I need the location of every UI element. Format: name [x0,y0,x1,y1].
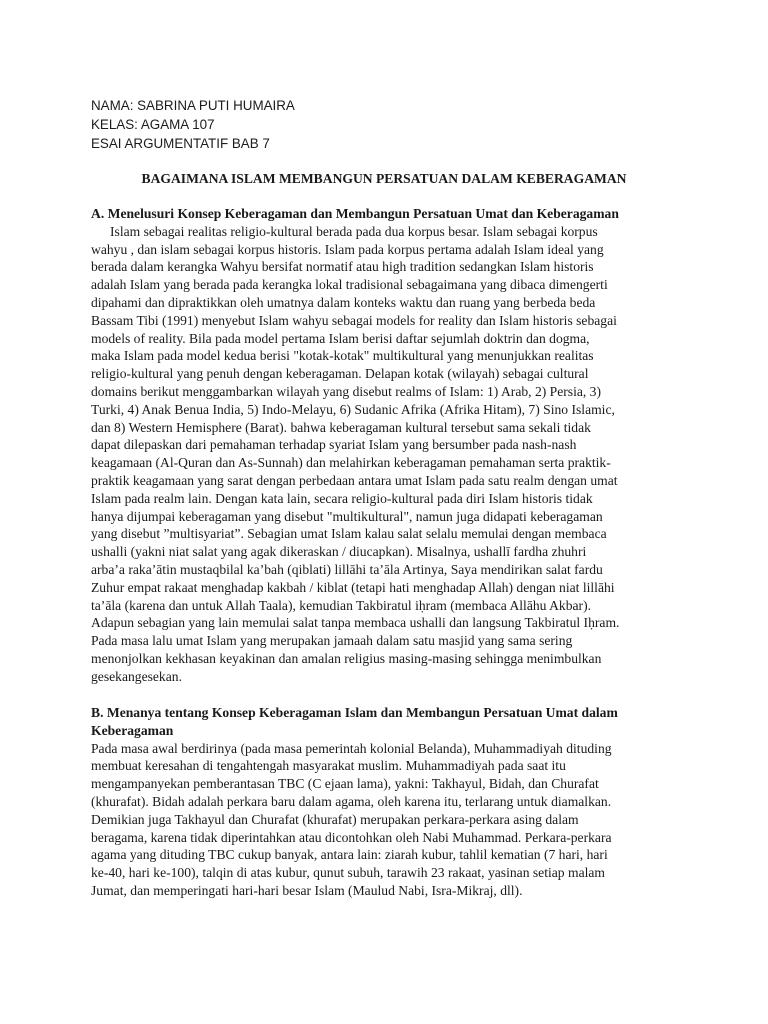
paragraph-line: Pada masa awal berdirinya (pada masa pemerintah kolonial Belanda), Muhammadiyah dituding [91,740,612,756]
paragraph-line: Turki, 4) Anak Benua India, 5) Indo-Melayu, 6) Sudanic Afrika (Afrika Hitam), 7) Sino Islamic, [91,401,615,417]
paragraph-line: Adapun sebagian yang lain memulai salat tanpa membaca ushalli dan langsung Takbiratul Iḥram. [91,615,620,631]
section-b-heading-line-2: Keberagaman [91,722,174,738]
essay-label: ESAI ARGUMENTATIF BAB 7 [91,136,270,151]
paragraph-line: praktik keagamaan yang sarat dengan perbedaan antara umat Islam pada satu realm dengan umat [91,472,618,488]
paragraph-line: domains berikut menggambarkan wilayah yang disebut realms of Islam: 1) Arab, 2) Persia, 3) [91,383,602,399]
paragraph-line: gesekangesekan. [91,668,182,684]
paragraph-line: Demikian juga Takhayul dan Churafat (khurafat) merupakan perkara-perkara asing dalam [91,811,579,827]
paragraph-line: membuat keresahan di tengahtengah masyarakat muslim. Muhammadiyah pada saat itu [91,758,566,774]
paragraph-line: keagamaan (Al-Quran dan As-Sunnah) dan melahirkan keberagaman pemahaman serta praktik- [91,455,611,471]
paragraph-line: Pada masa lalu umat Islam yang merupakan jamaah dalam satu masjid yang sama sering [91,633,573,649]
paragraph-line: dapat dilepaskan dari pemahaman terhadap syariat Islam yang bersumber pada nash-nash [91,437,577,453]
paragraph-line: yang disebut ”multisyariat”. Sebagian umat Islam kalau salat selalu memulai dengan membaca [91,526,607,542]
section-a-heading: A. Menelusuri Konsep Keberagaman dan Membangun Persatuan Umat dan Keberagaman [91,206,619,221]
paragraph-line: Jumat, dan memperingati hari-hari besar Islam (Maulud Nabi, Isra-Mikraj, dll). [91,882,523,898]
paragraph-line: berada dalam kerangka Wahyu bersifat normatif atau high tradition sedangkan Islam historis [91,259,594,275]
section-a-body [91,223,679,686]
paragraph-line: wahyu , dan islam sebagai korpus historis. Islam pada korpus pertama adalah Islam ideal yang [91,241,604,257]
paragraph-line: ta’āla (karena dan untuk Allah Taala), kemudian Takbiratul iḥram (membaca Allāhu Akbar). [91,597,591,613]
section-b-body [91,740,679,900]
paragraph-line: adalah Islam yang berada pada kerangka lokal tradisional sebagaimana yang dibaca dimengerti [91,277,608,293]
paragraph-line: beragama, karena tidak diperintahkan atau dicontohkan oleh Nabi Muhammad. Perkara-perkara [91,829,612,845]
paragraph-line: ke-40, hari ke-100), talqin di atas kubur, qunut subuh, tarawih 23 rakaat, yasinan setiap malam [91,865,605,881]
essay-title: BAGAIMANA ISLAM MEMBANGUN PERSATUAN DALAM KEBERAGAMAN [141,171,627,186]
paragraph-line: maka Islam pada model kedua berisi "kotak-kotak" multikultural yang menunjukkan realitas [91,348,594,364]
student-header [91,96,295,153]
paragraph-line: ushalli (yakni niat salat yang agak dikeraskan / diucapkan). Misalnya, ushallī fardha zhuhri [91,544,587,560]
paragraph-line: Islam pada realm lain. Dengan kata lain, secara religio-kultural pada diri Islam historis tidak [91,490,593,506]
section-b [91,704,679,900]
section-a [91,205,679,686]
paragraph-line: dan 8) Western Hemisphere (Barat). bahwa keberagaman kultural tersebut sama sekali tidak [91,419,591,435]
section-b-heading-line-1: B. Menanya tentang Konsep Keberagaman Islam dan Membangun Persatuan Umat dalam [91,705,618,720]
paragraph-line: arba’a raka’ātin mustaqbilal ka’bah (qiblati) lillāhi ta’āla Artinya, Saya mendirikan salat fardu [91,561,603,577]
paragraph-line: religio-kultural yang penuh dengan keberagaman. Delapan kotak (wilayah) sebagai cultural [91,366,589,382]
paragraph-line: menonjolkan kekhasan keyakinan dan amalan religius masing-masing sehingga menimbulkan [91,650,602,666]
paragraph-line: agama yang dituding TBC cukup banyak, antara lain: ziarah kubur, tahlil kematian (7 hari, hari [91,847,608,863]
paragraph-line: dipahami dan dipraktikkan oleh umatnya dalam konteks waktu dan ruang yang berbeda beda [91,294,596,310]
paragraph-line: Zuhur empat rakaat menghadap kakbah / kiblat (tetapi hati menghadap Allah) dengan niat lillāhi [91,579,615,595]
student-name: NAMA: SABRINA PUTI HUMAIRA [91,98,295,113]
paragraph-line: hanya dijumpai keberagaman yang disebut "multikultural", namun juga didapati keberagaman [91,508,603,524]
paragraph-line: (khurafat). Bidah adalah perkara baru dalam agama, oleh karena itu, terlarang untuk diamalkan. [91,793,612,809]
paragraph-line: models of reality. Bila pada model pertama Islam berisi daftar sejumlah doktrin dan dogma, [91,330,590,346]
paragraph-line: mengampanyekan pemberantasan TBC (C ejaan lama), yakni: Takhayul, Bidah, dan Churafat [91,776,599,792]
paragraph-line: Bassam Tibi (1991) menyebut Islam wahyu sebagai models for reality dan Islam historis sebagai [91,312,617,328]
paragraph-line: Islam sebagai realitas religio-kultural berada pada dua korpus besar. Islam sebagai korpus [110,223,598,239]
student-class: KELAS: AGAMA 107 [91,117,215,132]
